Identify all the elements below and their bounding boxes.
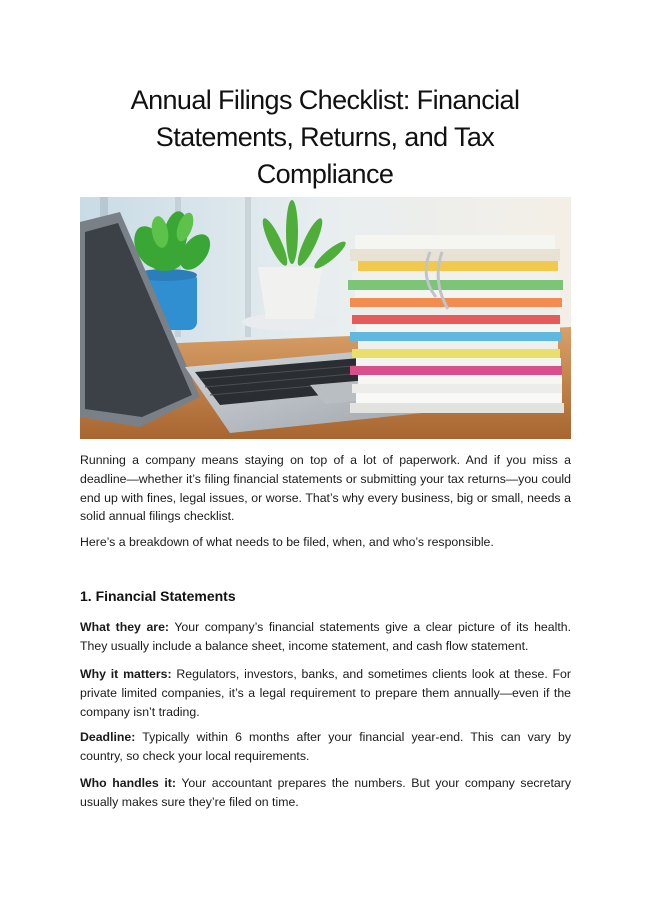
why-it-matters-label: Why it matters: [80,667,172,681]
why-it-matters-text: Regulators, investors, banks, and sometimes clients look at these. For private limited companies, it’s a legal requirement to prepare them annually—even if the company isn’t trading. [80,667,571,719]
intro-paragraph: Running a company means staying on top of a lot of paperwork. And if you miss a deadline—whether it’s filing financial statements or submitting your tax returns—you could end up with fines, legal issues, or worse. That’s why every business, big or small, needs a solid annual filings checklist. [80,453,571,524]
what-they-are-label: What they are: [80,620,170,634]
who-handles-it-label: Who handles it: [80,776,176,790]
breakdown-paragraph: Here’s a breakdown of what needs to be filed, when, and who’s responsible. [80,535,494,549]
deadline-paragraph [80,728,571,766]
why-it-matters-paragraph [80,665,571,721]
what-they-are-text: Your company’s financial statements give a clear picture of its health. They usually include a balance sheet, income statement, and cash flow statement. [80,620,571,653]
deadline-text: Typically within 6 months after your financial year-end. This can vary by country, so check your local requirements. [80,730,571,763]
deadline-label: Deadline: [80,730,136,744]
who-handles-it-paragraph [80,774,571,812]
what-they-are-paragraph [80,618,571,656]
document-title: Annual Filings Checklist: Financial Statements, Returns, and Tax Compliance [130,85,520,189]
section-heading-financial-statements: 1. Financial Statements [80,588,236,604]
laptop-paperwork-photo [80,197,571,439]
who-handles-it-text: Your accountant prepares the numbers. But your company secretary usually makes sure they’re filed on time. [80,776,571,809]
